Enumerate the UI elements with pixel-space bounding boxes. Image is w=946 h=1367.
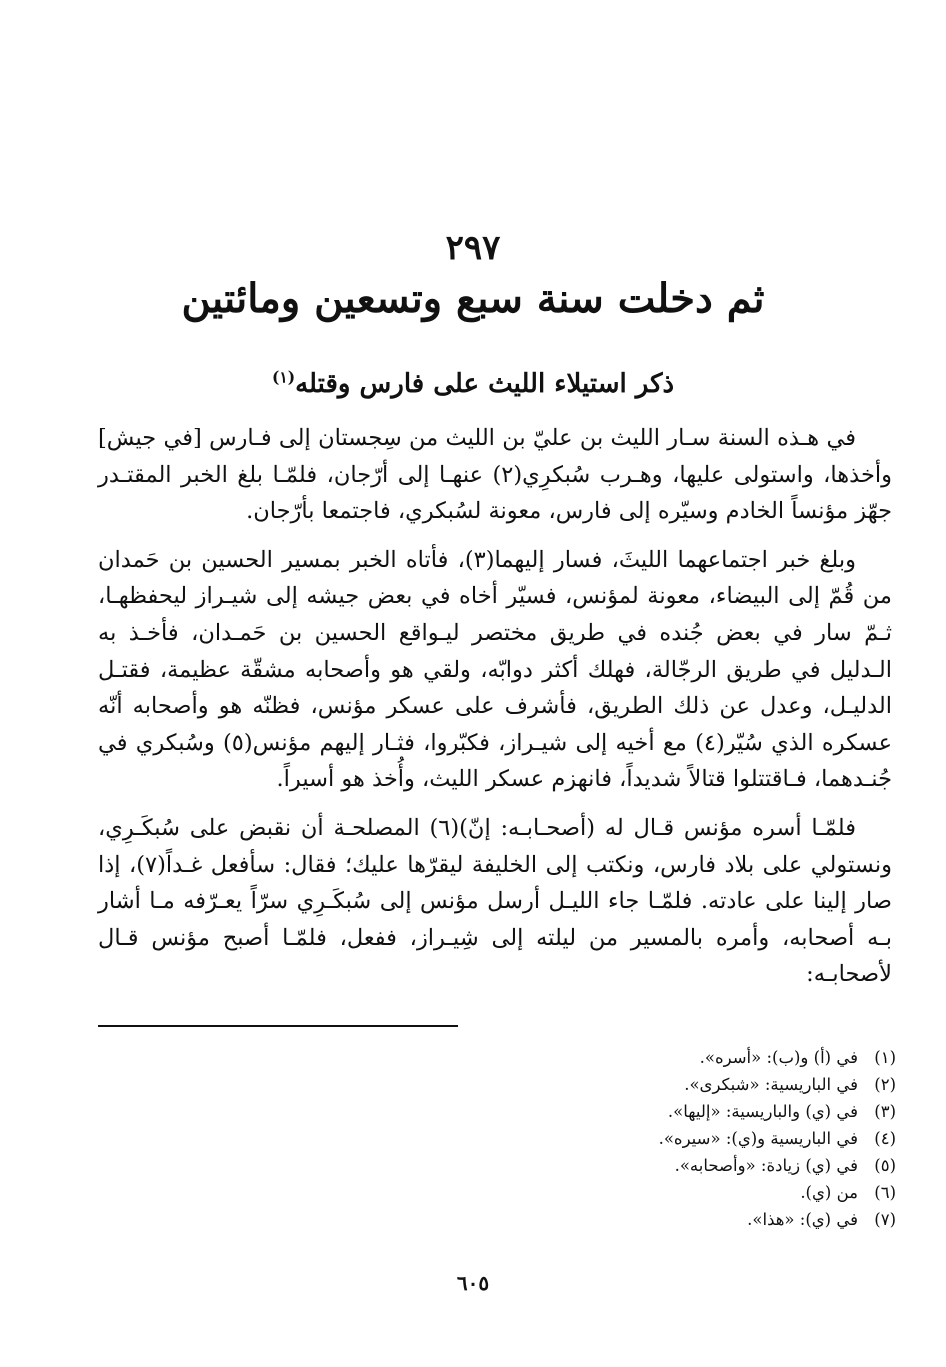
- footnotes-list: [520, 1044, 896, 1233]
- footnote-number: (٢): [874, 1075, 896, 1094]
- footnote-item: [520, 1152, 896, 1179]
- footnote-text: في (ي) زيادة: «وأصحابه».: [674, 1156, 858, 1175]
- footnote-item: [520, 1179, 896, 1206]
- footnote-text: في (أ) و(ب): «أسره».: [699, 1048, 858, 1067]
- footnote-item: [520, 1071, 896, 1098]
- footnote-divider: [98, 1025, 458, 1027]
- chapter-title: ثم دخلت سنة سبع وتسعين ومائتين: [181, 275, 765, 322]
- footnote-text: في (ي): «هذا».: [747, 1210, 858, 1229]
- page-number: ٦٠٥: [456, 1271, 490, 1295]
- year-number: ٢٩٧: [445, 228, 501, 268]
- footnote-text: في (ي) والباريسية: «إليها».: [667, 1102, 858, 1121]
- paragraph-1: في هـذه السنة سـار الليث بن عليّ بن الليث من سِجستان إلى فـارس [في جيش] وأخذها، واستولى عليها، وهـرب سُبكرِي(٢) عنهـا إلى أرّجان، فلمّـا بلغ الخبر المقتـدر جهّز مؤنساً الخادم وسيّره إلى فارس، معونة لسُبكري، فاجتمعا بأرّجان.: [98, 425, 892, 525]
- footnote-text: من (ي).: [800, 1183, 858, 1202]
- footnote-text: في الباريسية و(ي): «سيره».: [658, 1129, 858, 1148]
- footnote-number: (٥): [874, 1156, 896, 1175]
- section-heading-footnote-ref: (١): [271, 367, 296, 387]
- footnote-number: (٤): [874, 1129, 896, 1148]
- section-heading: [0, 366, 946, 402]
- main-text: [98, 420, 892, 993]
- footnote-item: [520, 1206, 896, 1233]
- footnote-number: (٧): [874, 1210, 896, 1229]
- section-heading-text: ذكر استيلاء الليث على فارس وقتله: [295, 369, 675, 399]
- paragraph-2: وبلغ خبر اجتماعهما الليثَ، فسار إليهما(٣)، فأتاه الخبر بمسير الحسين بن حَمدان من قُمّ إلى البيضاء، معونة لمؤنس، فسيّر أخاه في بعض جيشه إلى شيـراز ليحفظهـا، ثـمّ سار في بعض جُنده في طريق مختصر ليـواقع الحسين بن حَمـدان، فأخـذ به الـدليل في طريق الرجّالة، فهلك أكثر دوابّه، ولقي هو وأصحابه مشقّة عظيمة، فقتـل الدليـل، وعدل عن ذلك الطريق، فأشرف على عسكر مؤنس، فظنّه هو وأصحابه أنّه عسكره الذي سُيّر(٤) مع أخيه إلى شيـراز، فكبّروا، فثـار إليهم مؤنس(٥) وسُبكري في جُنـدهما، فـاقتتلوا قتالاً شديداً، فانهزم عسكر الليث، وأُخذ هو أسيراً.: [98, 546, 892, 793]
- footnote-number: (١): [874, 1048, 896, 1067]
- footnote-text: في الباريسية: «شبكرى».: [684, 1075, 858, 1094]
- footnote-number: (٦): [874, 1183, 896, 1202]
- footnote-item: [520, 1044, 896, 1071]
- footnote-item: [520, 1098, 896, 1125]
- paragraph-3: فلمّـا أسره مؤنس قـال له (أصحـابـه: إنّ)(٦) المصلحـة أن نقبض على سُبكَـرِي، ونستولي على بلاد فارس، ونكتب إلى الخليفة ليقرّها عليك؛ فقال: سأفعل غـداً(٧)، إذا صار إلينا على عادته. فلمّـا جاء الليـل أرسل مؤنس إلى سُبكَـرِي سرّاً يعـرّفه مـا أشار بـه أصحابه، وأمره بالمسير من ليلته إلى شِيـراز، ففعل، فلمّـا أصبح مؤنس قـال لأصحابـه:: [98, 814, 892, 988]
- footnote-number: (٣): [874, 1102, 896, 1121]
- footnote-item: [520, 1125, 896, 1152]
